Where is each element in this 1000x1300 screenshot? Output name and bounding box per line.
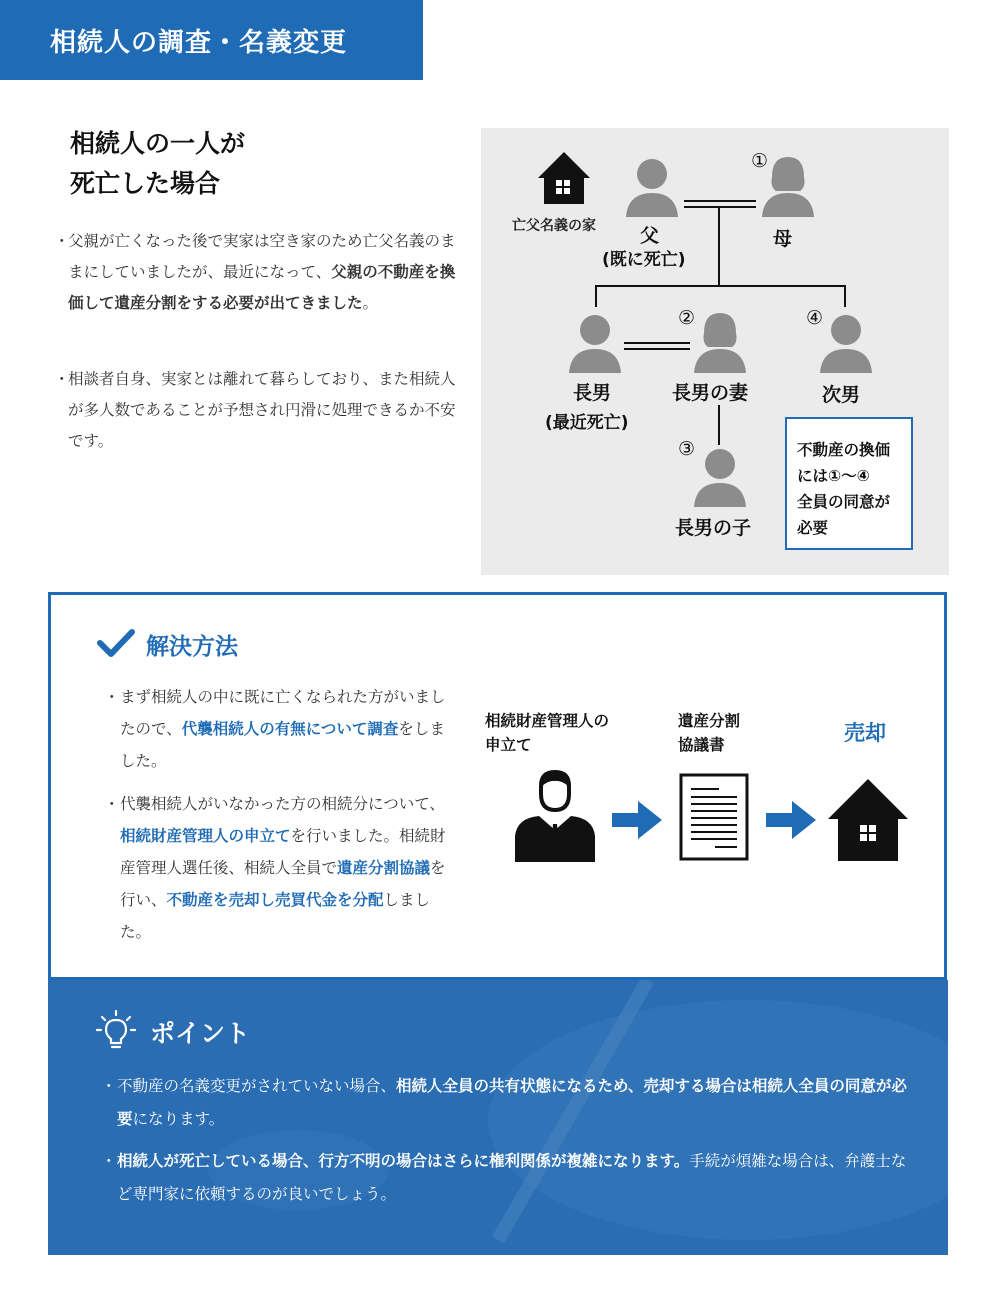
mother-person-icon [760, 155, 816, 217]
solution-title: 解決方法 [146, 634, 238, 660]
consent-line-1: 不動産の換価 [797, 441, 891, 459]
case-bullet-1-text: 父親が亡くなった後で実家は空き家のため亡父名義のままにしていましたが、最近になって、 [68, 232, 456, 281]
point-title: ポイント [150, 1019, 251, 1048]
check-icon [97, 628, 135, 658]
point-bullet-2-text: 手続が煩雑な場合は、弁護士など専門家に依頼するのが良いでしょう。 [117, 1152, 907, 1203]
child-label: 長男の子 [675, 517, 752, 539]
flow-step1-label [485, 709, 609, 757]
solution-bullet-1-end: をしました。 [120, 720, 445, 770]
num-4: ④ [806, 307, 824, 329]
case-bullet-1-bold: 父親の不動産を換価して遺産分割をする必要が出てきました [68, 263, 456, 312]
consent-line-2: には①～④ [797, 467, 870, 485]
eldest-son-label: 長男 [573, 382, 612, 404]
document-icon [679, 773, 749, 861]
flow-step2-line2: 協議書 [678, 736, 725, 754]
father-note: (既に死亡) [602, 250, 686, 270]
solution-bullet-2-highlight-3: 不動産を売却し売買代金を分配 [166, 891, 384, 909]
eldest-son-person-icon [567, 313, 623, 373]
num-2: ② [678, 307, 696, 329]
arrow-icon [766, 801, 816, 839]
consent-line-3: 全員の同意が [797, 493, 891, 511]
father-person-icon [624, 157, 680, 217]
descent-line-child [718, 405, 720, 445]
point-bullet-2-bold: 相続人が死亡している場合、行方不明の場合はさらに権利関係が複雑になります。 [117, 1152, 690, 1170]
eldest-son-note: (最近死亡) [545, 413, 629, 433]
point-bullet-1-end: になります。 [132, 1110, 225, 1128]
solution-bullet-2-mid: を行いました。相続財産管理人選任後、相続人全員で [120, 827, 446, 877]
solution-bullet-2-highlight-2: 遺産分割協議 [337, 859, 431, 877]
drop-line-eldest [595, 285, 597, 307]
marriage-line-son-bottom [624, 348, 690, 350]
arrow-icon [612, 801, 662, 839]
point-bullet-1: ・ 不動産の名義変更がされていない場合、相続人全員の共有状態になるため、売却する場合は相続人全員の同意が必要になります。 [101, 1077, 907, 1128]
sibling-line [595, 285, 846, 287]
case-title [70, 124, 370, 204]
case-bullet-1-end: 。 [362, 294, 379, 312]
lightbulb-icon [96, 1010, 136, 1052]
drop-line-second [844, 285, 846, 307]
businessman-icon [513, 766, 597, 862]
flow-step3-label: 売却 [844, 721, 886, 745]
wife-label: 長男の妻 [672, 382, 749, 404]
solution-bullet-1: ・ まず相続人の中に既に亡くなられた方がいましたので、代襲相続人の有無について調査をしました。 [104, 688, 446, 770]
point-bullet-2: ・ 相続人が死亡している場合、行方不明の場合はさらに権利関係が複雑になります。手続が煩雑な場合は、弁護士など専門家に依頼するのが良いでしょう。 [101, 1152, 907, 1203]
case-bullet-2: ・ 相談者自身、実家とは離れて暮らしており、また相続人が多人数であることが予想され円滑に処理できるか不安です。 [54, 370, 456, 450]
case-bullet-2-text: 相談者自身、実家とは離れて暮らしており、また相続人が多人数であることが予想され円滑に処理できるか不安です。 [68, 370, 456, 450]
consent-line-4: 必要 [797, 519, 829, 537]
marriage-line-parents-bottom [684, 206, 756, 208]
mother-label: 母 [773, 228, 793, 250]
point-bullet-1-bold: 相続人全員の共有状態になるため、売却する場合は相続人全員の同意が必要 [117, 1077, 907, 1128]
marriage-line-parents-top [684, 200, 756, 202]
consent-note [785, 417, 913, 550]
solution-bullet-2-highlight-1: 相続財産管理人の申立て [120, 827, 291, 845]
solution-bullet-1-highlight: 代襲相続人の有無について調査 [181, 720, 399, 738]
flow-step1-line1: 相続財産管理人の [485, 712, 610, 730]
house-icon [536, 150, 592, 206]
child-person-icon [692, 447, 748, 507]
father-label: 父 [640, 225, 660, 247]
flow-step1-line2: 申立て [485, 736, 532, 754]
marriage-line-son-top [624, 342, 690, 344]
solution-bullet-2-text: 代襲相続人がいなかった方の相続分について、 [120, 795, 445, 813]
second-son-label: 次男 [822, 384, 861, 406]
solution-bullet-2: ・ 代襲相続人がいなかった方の相続分について、相続財産管理人の申立てを行いました。相続財産管理人選任後、相続人全員で遺産分割協議を行い、不動産を売却し売買代金を分配しました。 [104, 795, 446, 941]
wife-person-icon [692, 311, 748, 373]
num-1: ① [751, 150, 769, 172]
case-bullet-1: ・ 父親が亡くなった後で実家は空き家のため亡父名義のままにしていましたが、最近になって、父親の不動産を換価して遺産分割をする必要が出てきました。 [54, 232, 456, 312]
case-title-line1: 相続人の一人が [70, 129, 246, 158]
solution-bullet-2-end: しました。 [120, 891, 431, 941]
flow-step2-line1: 遺産分割 [678, 712, 741, 730]
num-3: ③ [678, 438, 696, 460]
house-sale-icon [826, 777, 910, 861]
descent-line-parents [718, 208, 720, 286]
page-title: 相続人の調査・名義変更 [50, 28, 348, 58]
house-label: 亡父名義の家 [512, 218, 596, 234]
case-title-line2: 死亡した場合 [70, 169, 221, 198]
solution-bullet-2-mid2: を行い、 [120, 859, 446, 909]
solution-bullet-1-text: まず相続人の中に既に亡くなられた方がいましたので、 [120, 688, 446, 738]
point-bullet-1-text: 不動産の名義変更がされていない場合、 [117, 1077, 397, 1095]
second-son-person-icon [818, 313, 874, 373]
flow-step2-label [678, 709, 740, 757]
